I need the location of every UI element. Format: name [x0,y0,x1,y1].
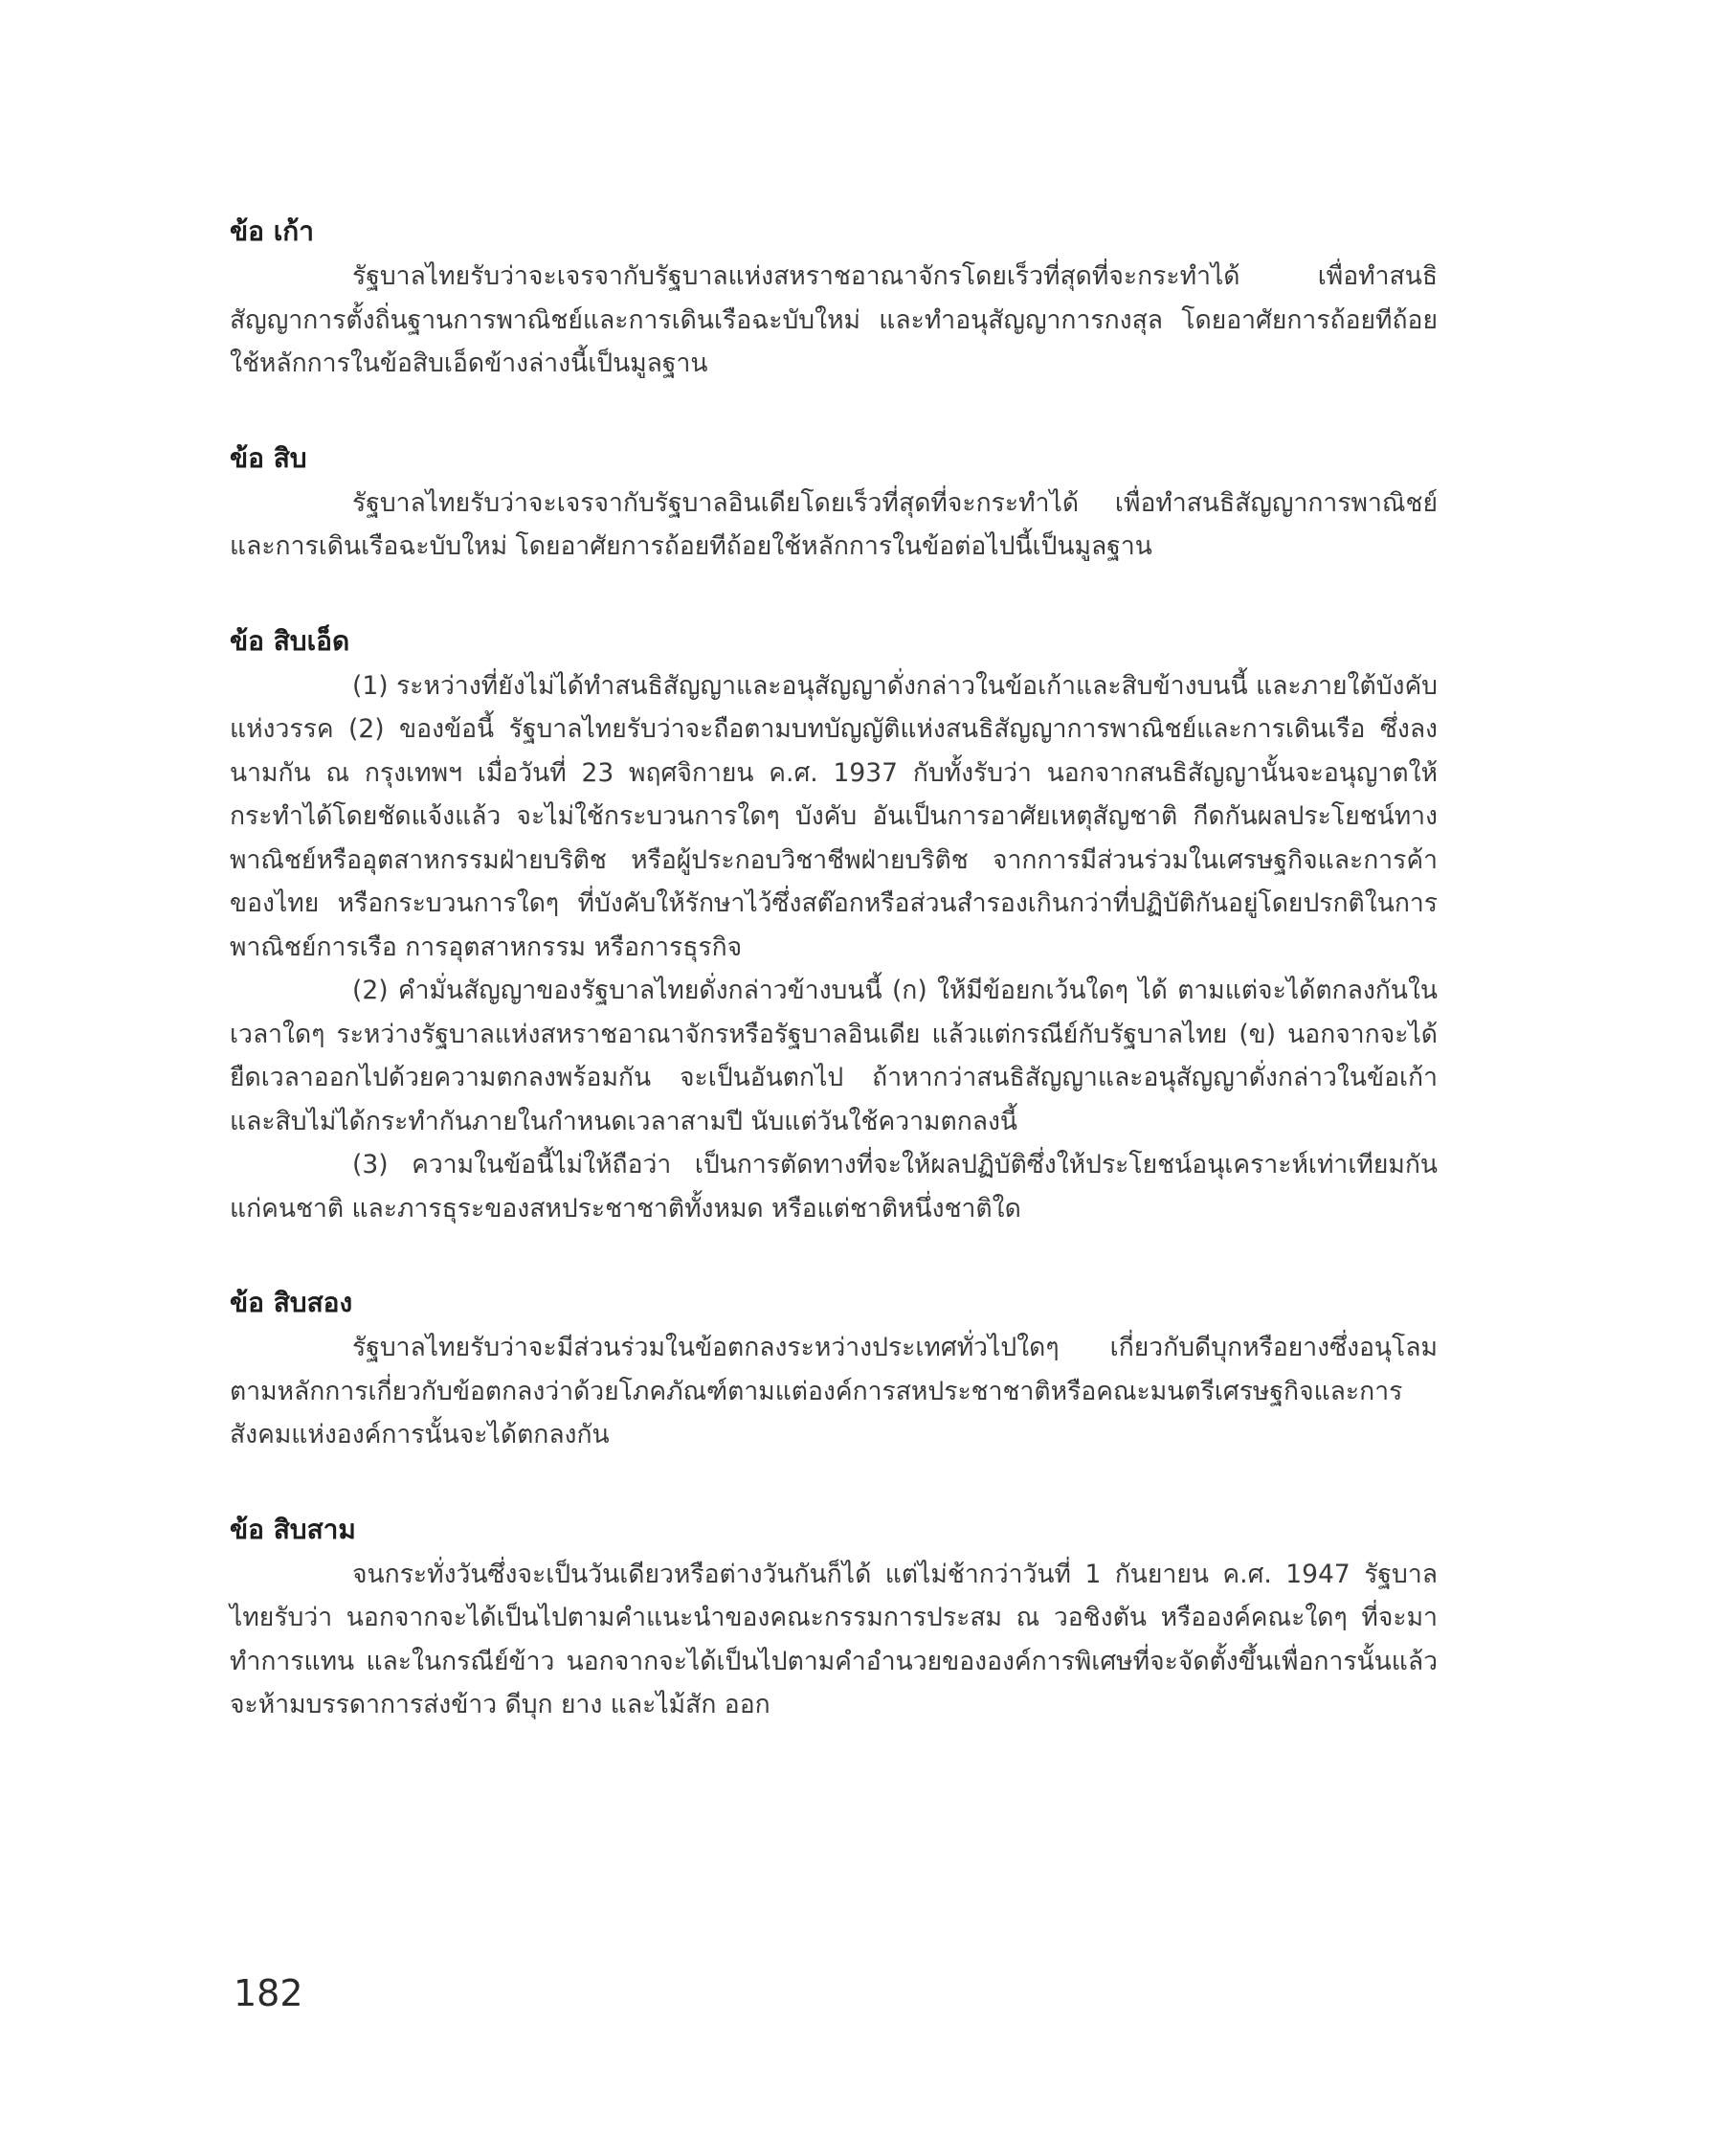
article-12 [230,1284,1438,1457]
article-paragraph: รัฐบาลไทยรับว่าจะมีส่วนร่วมในข้อตกลงระหว่างประเทศทั่วไปใดๆ เกี่ยวกับดีบุกหรือยางซึ่งอนุโลมตามหลักการเกี่ยวกับข้อตกลงว่าด้วยโภคภัณฑ์ตามแต่องค์การสหประชาชาติหรือคณะมนตรีเศรษฐกิจและการสังคมแห่งองค์การนั้นจะได้ตกลงกัน [230,1333,1438,1449]
article-paragraph: รัฐบาลไทยรับว่าจะเจรจากับรัฐบาลแห่งสหราชอาณาจักรโดยเร็วที่สุดที่จะกระทำได้ เพื่อทำสนธิสัญญาการตั้งถิ่นฐานการพาณิชย์และการเดินเรือฉะบับใหม่ และทำอนุสัญญาการกงสุล โดยอาศัยการถ้อยทีถ้อยใช้หลักการในข้อสิบเอ็ดข้างล่างนี้เป็นมูลฐาน [230,261,1438,378]
article-heading: ข้อ เก้า [230,215,314,247]
document-page [230,213,1438,1781]
page-number: 182 [234,1972,303,2014]
article-paragraph: จนกระทั่งวันซึ่งจะเป็นวันเดียวหรือต่างวันกันก็ได้ แต่ไม่ช้ากว่าวันที่ 1 กันยายน ค.ศ. 1947 รัฐบาลไทยรับว่า นอกจากจะได้เป็นไปตามคำแนะนำของคณะกรรมการประสม ณ วอชิงตัน หรือองค์คณะใดๆ ที่จะมาทำการแทน และในกรณีย์ข้าว นอกจากจะได้เป็นไปตามคำอำนวยขององค์การพิเศษที่จะจัดตั้งขึ้นเพื่อการนั้นแล้ว จะห้ามบรรดาการส่งข้าว ดีบุก ยาง และไม้สัก ออก [230,1559,1438,1719]
article-13 [230,1511,1438,1727]
article-paragraph: (3) ความในข้อนี้ไม่ให้ถือว่า เป็นการตัดทางที่จะให้ผลปฏิบัติซึ่งให้ประโยชน์อนุเคราะห์เท่าเทียมกันแก่คนชาติ และภารธุระของสหประชาชาติทั้งหมด หรือแต่ชาติหนึ่งชาติใด [230,1150,1438,1224]
article-9 [230,213,1438,386]
article-heading: ข้อ สิบเอ็ด [230,624,350,657]
article-paragraph: (2) คำมั่นสัญญาของรัฐบาลไทยดั่งกล่าวข้างบนนี้ (ก) ให้มีข้อยกเว้นใดๆ ได้ ตามแต่จะได้ตกลงกันในเวลาใดๆ ระหว่างรัฐบาลแห่งสหราชอาณาจักรหรือรัฐบาลอินเดีย แล้วแต่กรณีย์กับรัฐบาลไทย (ข) นอกจากจะได้ยืดเวลาออกไปด้วยความตกลงพร้อมกัน จะเป็นอันตกไป ถ้าหากว่าสนธิสัญญาและอนุสัญญาดั่งกล่าวในข้อเก้าและสิบไม่ได้กระทำกันภายในกำหนดเวลาสามปี นับแต่วันใช้ความตกลงนี้ [230,976,1438,1136]
article-heading: ข้อ สิบ [230,441,307,474]
article-heading: ข้อ สิบสอง [230,1287,353,1318]
article-10 [230,439,1438,569]
article-paragraph: รัฐบาลไทยรับว่าจะเจรจากับรัฐบาลอินเดียโดยเร็วที่สุดที่จะกระทำได้ เพื่อทำสนธิสัญญาการพาณิชย์และการเดินเรือฉะบับใหม่ โดยอาศัยการถ้อยทีถ้อยใช้หลักการในข้อต่อไปนี้เป็นมูลฐาน [230,487,1438,561]
article-11 [230,622,1438,1231]
article-heading: ข้อ สิบสาม [230,1513,356,1545]
article-paragraph: (1) ระหว่างที่ยังไม่ได้ทำสนธิสัญญาและอนุสัญญาดั่งกล่าวในข้อเก้าและสิบข้างบนนี้ และภายใต้บังคับแห่งวรรค (2) ของข้อนี้ รัฐบาลไทยรับว่าจะถือตามบทบัญญัติแห่งสนธิสัญญาการพาณิชย์และการเดินเรือ ซึ่งลงนามกัน ณ กรุงเทพฯ เมื่อวันที่ 23 พฤศจิกายน ค.ศ. 1937 กับทั้งรับว่า นอกจากสนธิสัญญานั้นจะอนุญาตให้กระทำได้โดยชัดแจ้งแล้ว จะไม่ใช้กระบวนการใดๆ บังคับ อันเป็นการอาศัยเหตุสัญชาติ กีดกันผลประโยชน์ทางพาณิชย์หรืออุตสาหกรรมฝ่ายบริติช หรือผู้ประกอบวิชาชีพฝ่ายบริติช จากการมีส่วนร่วมในเศรษฐกิจและการค้าของไทย หรือกระบวนการใดๆ ที่บังคับให้รักษาไว้ซึ่งสต๊อกหรือส่วนสำรองเกินกว่าที่ปฏิบัติกันอยู่โดยปรกติในการพาณิชย์การเรือ การอุตสาหกรรม หรือการธุรกิจ [230,670,1438,962]
